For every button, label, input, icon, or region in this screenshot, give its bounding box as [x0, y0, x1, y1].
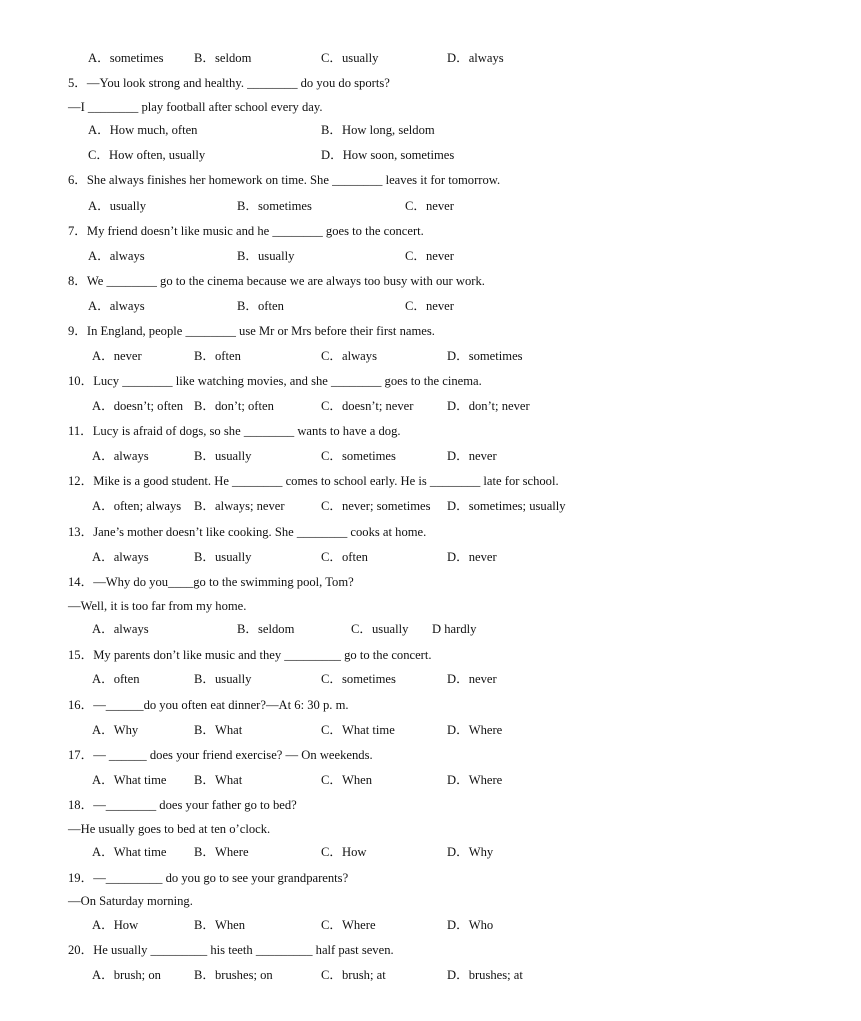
question-line: 12．Mike is a good student. He ________ comes to school early. He is ________ late for school.	[68, 474, 559, 488]
answer-option: D．don’t; never	[447, 399, 530, 413]
answer-option: D．Where	[447, 723, 503, 737]
answer-option: C．usually	[321, 51, 379, 65]
answer-option: B．always; never	[194, 499, 285, 513]
answer-option: C．When	[321, 773, 373, 787]
question-line: 10．Lucy ________ like watching movies, and she ________ goes to the cinema.	[68, 374, 482, 388]
question-line: 14．—Why do you____go to the swimming pool, Tom?	[68, 575, 354, 589]
question-line: 13．Jane’s mother doesn’t like cooking. She ________ cooks at home.	[68, 525, 427, 539]
answer-option: C．never	[405, 199, 454, 213]
answer-option: A．often	[92, 672, 140, 686]
answer-option: C．doesn’t; never	[321, 399, 414, 413]
answer-option: C．brush; at	[321, 968, 386, 982]
answer-option: B．Where	[194, 845, 249, 859]
answer-option: A．always	[92, 622, 149, 636]
answer-option: A．often; always	[92, 499, 182, 513]
answer-option: C．usually	[351, 622, 409, 636]
answer-option: B．don’t; often	[194, 399, 274, 413]
answer-option: C．How	[321, 845, 367, 859]
answer-option: D hardly	[432, 622, 477, 636]
answer-option: A．Why	[92, 723, 139, 737]
answer-option: C．How often, usually	[88, 148, 206, 162]
answer-option: A．doesn’t; often	[92, 399, 184, 413]
question-line: 6．She always finishes her homework on time. She ________ leaves it for tomorrow.	[68, 173, 501, 187]
answer-option: B．How long, seldom	[321, 123, 435, 137]
question-line: 8．We ________ go to the cinema because we are always too busy with our work.	[68, 274, 485, 288]
answer-option: A．What time	[92, 773, 167, 787]
question-line: —On Saturday morning.	[68, 894, 193, 908]
answer-option: A．usually	[88, 199, 147, 213]
answer-option: B．usually	[194, 550, 252, 564]
answer-option: B．What	[194, 773, 243, 787]
answer-option: C．never	[405, 249, 454, 263]
answer-option: D．How soon, sometimes	[321, 148, 455, 162]
answer-option: B．sometimes	[237, 199, 312, 213]
question-line: 5．—You look strong and healthy. ________ do you do sports?	[68, 76, 390, 90]
answer-option: D．never	[447, 550, 497, 564]
answer-option: A．never	[92, 349, 142, 363]
answer-option: A．brush; on	[92, 968, 161, 982]
answer-option: D．Where	[447, 773, 503, 787]
answer-option: C．never; sometimes	[321, 499, 431, 513]
question-line: 16．—______do you often eat dinner?—At 6: 30 p. m.	[68, 698, 349, 712]
answer-option: C．sometimes	[321, 672, 396, 686]
answer-option: A．How	[92, 918, 139, 932]
question-line: 20．He usually _________ his teeth _________ half past seven.	[68, 943, 394, 957]
answer-option: D．never	[447, 449, 497, 463]
question-line: 9．In England, people ________ use Mr or Mrs before their first names.	[68, 324, 435, 338]
answer-option: B．usually	[194, 672, 252, 686]
answer-option: A．What time	[92, 845, 167, 859]
answer-option: C．Where	[321, 918, 376, 932]
question-line: —Well, it is too far from my home.	[68, 599, 247, 613]
answer-option: D．brushes; at	[447, 968, 523, 982]
question-line: 18．—________ does your father go to bed?	[68, 798, 297, 812]
question-line: 17．— ______ does your friend exercise? — On weekends.	[68, 748, 373, 762]
question-line: 7．My friend doesn’t like music and he ________ goes to the concert.	[68, 224, 424, 238]
answer-option: D．sometimes; usually	[447, 499, 566, 513]
answer-option: C．often	[321, 550, 368, 564]
question-line: 15．My parents don’t like music and they _________ go to the concert.	[68, 648, 432, 662]
answer-option: B．brushes; on	[194, 968, 273, 982]
answer-option: C．sometimes	[321, 449, 396, 463]
answer-option: A．always	[92, 550, 149, 564]
answer-option: D．Who	[447, 918, 494, 932]
question-line: 19．—_________ do you go to see your grandparents?	[68, 871, 349, 885]
answer-option: B．seldom	[237, 622, 295, 636]
answer-option: B．When	[194, 918, 246, 932]
answer-option: B．often	[194, 349, 241, 363]
question-line: 11．Lucy is afraid of dogs, so she ________ wants to have a dog.	[68, 424, 401, 438]
answer-option: C．What time	[321, 723, 395, 737]
answer-option: B．usually	[194, 449, 252, 463]
answer-option: A．How much, often	[88, 123, 198, 137]
answer-option: D．always	[447, 51, 504, 65]
answer-option: B．What	[194, 723, 243, 737]
answer-option: D．sometimes	[447, 349, 523, 363]
answer-option: C．never	[405, 299, 454, 313]
answer-option: C．always	[321, 349, 377, 363]
answer-option: A．always	[88, 299, 145, 313]
answer-option: A．always	[92, 449, 149, 463]
answer-option: B．seldom	[194, 51, 252, 65]
question-line: —He usually goes to bed at ten o’clock.	[68, 822, 271, 836]
answer-option: A．sometimes	[88, 51, 164, 65]
answer-option: D．Why	[447, 845, 494, 859]
answer-option: B．usually	[237, 249, 295, 263]
answer-option: B．often	[237, 299, 284, 313]
answer-option: D．never	[447, 672, 497, 686]
answer-option: A．always	[88, 249, 145, 263]
question-line: —I ________ play football after school every day.	[68, 100, 323, 114]
